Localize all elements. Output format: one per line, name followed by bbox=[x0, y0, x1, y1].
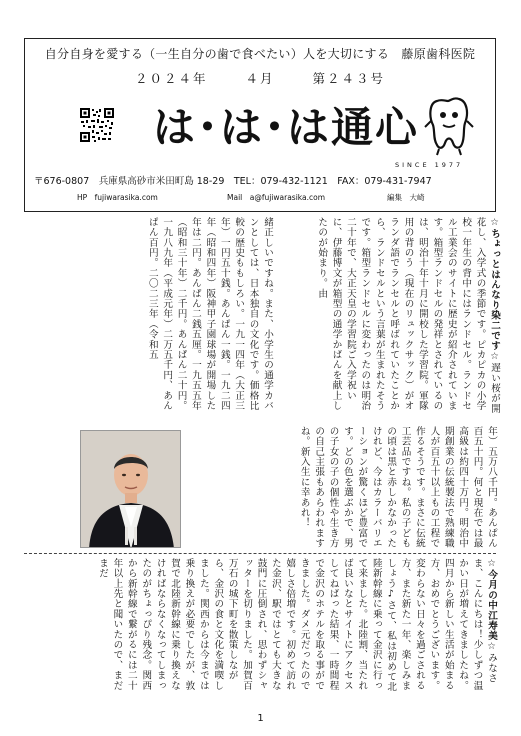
article1-column-3 bbox=[198, 426, 498, 550]
article2-column bbox=[24, 558, 498, 692]
article1-text-3: 年）五万八千円。あんぱん百五十円。何と現在では最高級は約四十万円。明治中期創業の伝統製法で熟練職人が百五十以上もの工程で作るそうです。まさに伝統工芸品ですね。私の子どもの頃は黒と赤しかなかったけれど、今はカラーバリエーションが驚くほど豊富です。どの色を選ぶかで、男の子女の子の個性や生き方の自己主張もあらわれますね。新入生に幸あれ！ bbox=[298, 426, 497, 549]
article1-text-1: 遅い桜が開花し、入学式の季節です。ピカピカの小学校一年生の背中にはランドセル。ランドセル工業会のサイトに歴史が紹介されています。箱型ランドセルの発祥とされているのは、明治十年十月に開校した学習院。軍隊用の背のう（現在のリュックサック）がオランダ語でランセルと呼ばれていたことから、ランドセルという言葉が生まれたそうです。箱型ランドセルに変わったのは明治二十年で、大正天皇の学習院ご入学祝いに、伊藤博文が箱型の通学かばんを献上したのが始まり。由 bbox=[316, 217, 500, 414]
article2-title: ☆今月の中江寿美☆ bbox=[486, 558, 497, 653]
editor-credit: 編集 大崎 bbox=[387, 193, 425, 202]
article1-column-1 bbox=[275, 217, 501, 419]
since-year: SINCE 1977 bbox=[395, 161, 464, 169]
author-portrait bbox=[80, 430, 181, 548]
issue-year: ２０２４年 bbox=[134, 71, 208, 86]
article2-text: みなさま、こんにちは！少しずつ温かい日が増えてきましたね。四月から新しい生活が始まる方、おめでとうございます。変わらない日々を過ごされる方、また新た一年、楽しみましょう♪さて、私は初めて北陸新幹線に乗って金沢に行って来ました。北陸割、当たれば良いなとサイトにアクセスしてねばった結果、一時間程で金沢のホテルを取る事ができました。ダメ元だったので嬉しさ倍増です。初めて訪れた金沢、駅ではとても大きな鼓門に圧倒され、思わずシャッターを切りました。加賀百万石の城下町を散策しながら、金沢の食と文化を満喫しました。関西からは今までは乗り換えが必要でしたが、敦賀で北陸新幹線に乗り換えなければならなくなってしまったのがちょっぴり残念。関西から新幹線で繋がるには二十年以上先と聞いたので、まだまだ bbox=[97, 558, 497, 692]
portrait-image bbox=[81, 431, 181, 548]
clinic-email[interactable]: Mail a@fujiwarasika.com bbox=[227, 193, 326, 202]
article1-title: ☆ちょっとはんなり染二です☆ bbox=[489, 217, 500, 363]
newsletter-header bbox=[24, 38, 496, 212]
tooth-mascot-icon bbox=[423, 91, 475, 157]
clinic-address: 〒676-0807 兵庫県高砂市米田町島 18-29 TEL：079-432-1121 FAX：079-431-7947 bbox=[34, 176, 432, 187]
clinic-tagline: 自分自身を愛する（一生自分の歯で食べたい）人を大切にする 藤原歯科医院 bbox=[44, 47, 476, 61]
qr-code-icon[interactable] bbox=[79, 107, 115, 143]
section-divider bbox=[24, 553, 496, 554]
issue-info bbox=[25, 69, 495, 87]
article1-text-2: 緒正しいですね。また、小学生の通学カバンとしては、日本独自の文化です。価格比較の歴史ももしろい。一九一四年（大正三年）一円五十銭。あんぱん一銭。一九二四年（昭和四年）阪神甲子園球場が開場した年は二円。あんぱん二銭五厘。一九五五年（昭和三十年）二千円。あんぱん二十円。一九八九年（平成元年）二万五千円、あんぱん百円。二〇二三年（令和五 bbox=[146, 217, 273, 411]
newsletter-masthead: は･は･は通心 bbox=[153, 103, 420, 152]
issue-month: ４月 bbox=[245, 71, 275, 86]
clinic-website[interactable]: HP fujiwarasika.com bbox=[77, 193, 158, 202]
article1-column-2 bbox=[24, 217, 274, 419]
page-number: 1 bbox=[257, 713, 264, 724]
issue-number: 第２４３号 bbox=[312, 71, 385, 86]
